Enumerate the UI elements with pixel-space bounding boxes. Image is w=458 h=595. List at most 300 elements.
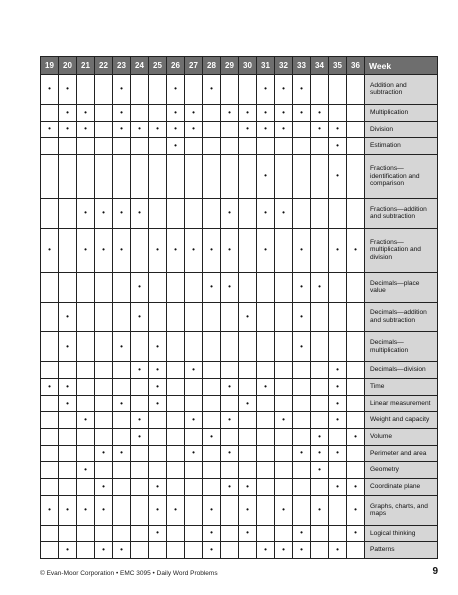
footer-credit: © Evan-Moor Corporation • EMC 3095 • Daily Word Problems [40,570,218,577]
week-cell [347,412,365,429]
week-cell [275,445,293,462]
week-cell [77,75,95,105]
week-cell [95,445,113,462]
week-cell [221,429,239,446]
week-cell [59,75,77,105]
topic-label: Linear measurement [365,395,438,412]
week-cell [149,154,167,198]
week-cell [59,104,77,121]
week-cell [113,104,131,121]
week-cell [149,445,167,462]
dot-marker: • [102,481,105,491]
dot-marker: • [246,124,249,134]
dot-marker: • [84,505,87,515]
week-cell [221,154,239,198]
week-cell [131,525,149,542]
week-cell [77,272,95,302]
week-cell [185,228,203,272]
dot-marker: • [228,381,231,391]
dot-marker: • [120,398,123,408]
week-number-header: 22 [95,57,113,75]
week-cell [221,525,239,542]
week-cell [41,75,59,105]
week-cell [239,445,257,462]
dot-marker: • [354,481,357,491]
dot-marker: • [120,341,123,351]
week-number-header: 31 [257,57,275,75]
week-cell [311,104,329,121]
week-cell [185,121,203,138]
week-cell [221,542,239,559]
week-cell [257,379,275,396]
table-header [41,57,438,75]
week-cell [221,362,239,379]
week-cell [329,302,347,332]
week-cell [95,198,113,228]
dot-marker: • [264,124,267,134]
table-row [41,272,438,302]
week-cell [41,525,59,542]
week-cell [221,302,239,332]
week-cell [149,121,167,138]
dot-marker: • [264,208,267,218]
week-cell [131,75,149,105]
week-cell [257,104,275,121]
week-cell [329,478,347,495]
week-cell [329,228,347,272]
week-number-header: 24 [131,57,149,75]
week-cell [113,272,131,302]
week-cell [113,429,131,446]
week-cell [77,121,95,138]
week-cell [275,302,293,332]
week-cell [185,429,203,446]
topic-label: Time [365,379,438,396]
week-cell [95,75,113,105]
week-cell [311,429,329,446]
week-cell [311,154,329,198]
week-cell [239,138,257,155]
topic-label: Addition and subtraction [365,75,438,105]
dot-marker: • [318,431,321,441]
week-cell [95,104,113,121]
week-cell [203,228,221,272]
table-row [41,362,438,379]
week-cell [293,272,311,302]
dot-marker: • [48,381,51,391]
week-cell [59,429,77,446]
week-cell [59,302,77,332]
week-cell [311,302,329,332]
week-cell [131,104,149,121]
dot-marker: • [66,107,69,117]
week-cell [239,462,257,479]
dot-marker: • [210,245,213,255]
dot-marker: • [318,448,321,458]
week-cell [257,121,275,138]
dot-marker: • [336,545,339,555]
table-row [41,104,438,121]
week-number-header: 30 [239,57,257,75]
week-cell [293,104,311,121]
dot-marker: • [156,505,159,515]
week-cell [311,121,329,138]
dot-marker: • [138,415,141,425]
week-cell [113,525,131,542]
topic-label: Fractions—addition and subtraction [365,198,438,228]
week-cell [59,332,77,362]
week-cell [131,478,149,495]
week-cell [167,228,185,272]
dot-marker: • [102,545,105,555]
dot-marker: • [336,448,339,458]
week-cell [131,495,149,525]
dot-marker: • [138,365,141,375]
week-cell [239,198,257,228]
week-cell [293,332,311,362]
week-cell [113,495,131,525]
week-cell [95,272,113,302]
week-cell [131,272,149,302]
dot-marker: • [102,505,105,515]
dot-marker: • [246,528,249,538]
week-cell [275,395,293,412]
week-cell [329,412,347,429]
dot-marker: • [192,415,195,425]
week-cell [95,542,113,559]
table-row [41,445,438,462]
topic-label: Patterns [365,542,438,559]
week-cell [293,429,311,446]
dot-marker: • [210,84,213,94]
week-cell [275,154,293,198]
table-row [41,332,438,362]
dot-marker: • [336,245,339,255]
week-cell [95,395,113,412]
week-cell [131,138,149,155]
week-cell [41,228,59,272]
week-cell [329,362,347,379]
week-cell [275,379,293,396]
dot-marker: • [84,107,87,117]
week-cell [203,332,221,362]
topic-label: Estimation [365,138,438,155]
week-cell [293,228,311,272]
week-cell [59,478,77,495]
week-cell [185,412,203,429]
week-cell [293,121,311,138]
week-cell [347,272,365,302]
week-cell [41,121,59,138]
week-cell [347,395,365,412]
week-cell [239,332,257,362]
week-cell [59,495,77,525]
week-cell [113,362,131,379]
dot-marker: • [156,481,159,491]
dot-marker: • [336,481,339,491]
week-cell [131,542,149,559]
topic-label: Decimals—addition and subtraction [365,302,438,332]
dot-marker: • [300,107,303,117]
week-cell [239,154,257,198]
week-cell [257,495,275,525]
week-cell [95,302,113,332]
week-number-header: 20 [59,57,77,75]
dot-marker: • [246,398,249,408]
week-cell [167,138,185,155]
week-cell [185,138,203,155]
week-number-header: 35 [329,57,347,75]
week-cell [185,495,203,525]
week-cell [167,154,185,198]
week-cell [239,121,257,138]
dot-marker: • [192,124,195,134]
week-cell [95,154,113,198]
dot-marker: • [282,107,285,117]
week-cell [203,362,221,379]
week-cell [347,462,365,479]
week-cell [275,495,293,525]
dot-marker: • [120,107,123,117]
week-cell [221,104,239,121]
dot-marker: • [246,107,249,117]
topic-label: Multiplication [365,104,438,121]
table-row [41,228,438,272]
week-cell [77,198,95,228]
week-cell [347,478,365,495]
dot-marker: • [264,84,267,94]
week-cell [131,429,149,446]
week-cell [149,429,167,446]
week-cell [347,525,365,542]
dot-marker: • [174,245,177,255]
week-cell [257,75,275,105]
dot-marker: • [336,171,339,181]
dot-marker: • [246,505,249,515]
week-cell [167,525,185,542]
week-cell [221,198,239,228]
week-cell [275,121,293,138]
week-cell [95,429,113,446]
week-cell [257,138,275,155]
week-cell [257,395,275,412]
dot-marker: • [84,124,87,134]
week-cell [293,542,311,559]
week-cell [77,228,95,272]
week-cell [239,75,257,105]
dot-marker: • [210,528,213,538]
dot-marker: • [156,245,159,255]
week-cell [149,332,167,362]
week-cell [239,395,257,412]
week-cell [257,445,275,462]
dot-marker: • [282,505,285,515]
week-cell [185,525,203,542]
week-cell [311,525,329,542]
week-cell [257,429,275,446]
week-cell [257,154,275,198]
week-cell [41,198,59,228]
week-cell [59,445,77,462]
dot-marker: • [246,481,249,491]
week-cell [167,121,185,138]
week-cell [311,332,329,362]
week-cell [311,412,329,429]
week-cell [95,121,113,138]
week-cell [167,445,185,462]
week-cell [185,379,203,396]
week-cell [41,138,59,155]
week-cell [77,525,95,542]
week-cell [293,362,311,379]
dot-marker: • [48,245,51,255]
week-cell [185,478,203,495]
dot-marker: • [318,505,321,515]
week-cell [221,379,239,396]
dot-marker: • [156,398,159,408]
week-cell [347,542,365,559]
topic-label: Geometry [365,462,438,479]
week-number-header: 26 [167,57,185,75]
week-number-header: 32 [275,57,293,75]
week-cell [131,228,149,272]
dot-marker: • [138,124,141,134]
table-row [41,525,438,542]
week-cell [311,228,329,272]
week-cell [329,154,347,198]
week-cell [275,429,293,446]
dot-marker: • [300,312,303,322]
week-cell [59,154,77,198]
dot-marker: • [192,245,195,255]
week-cell [95,462,113,479]
week-cell [329,495,347,525]
week-cell [311,478,329,495]
week-cell [203,198,221,228]
dot-marker: • [228,245,231,255]
week-cell [149,379,167,396]
topic-label: Fractions—identification and comparison [365,154,438,198]
week-cell [95,362,113,379]
week-cell [275,75,293,105]
dot-marker: • [318,282,321,292]
table-row [41,302,438,332]
week-cell [275,412,293,429]
week-cell [203,379,221,396]
week-cell [329,462,347,479]
week-cell [293,525,311,542]
week-cell [347,104,365,121]
topic-label: Weight and capacity [365,412,438,429]
week-cell [203,302,221,332]
dot-marker: • [48,84,51,94]
week-cell [41,362,59,379]
dot-marker: • [102,245,105,255]
week-cell [239,379,257,396]
dot-marker: • [336,141,339,151]
dot-marker: • [102,448,105,458]
week-cell [185,445,203,462]
table-row [41,478,438,495]
dot-marker: • [282,124,285,134]
dot-marker: • [84,208,87,218]
week-cell [239,272,257,302]
week-cell [131,198,149,228]
week-cell [185,302,203,332]
week-cell [275,198,293,228]
dot-marker: • [336,398,339,408]
dot-marker: • [228,448,231,458]
week-cell [167,198,185,228]
week-cell [131,445,149,462]
week-number-header: 19 [41,57,59,75]
week-cell [347,75,365,105]
week-cell [41,332,59,362]
week-cell [41,272,59,302]
week-cell [77,302,95,332]
week-cell [203,121,221,138]
dot-marker: • [120,84,123,94]
week-cell [257,362,275,379]
week-cell [167,75,185,105]
week-number-header: 33 [293,57,311,75]
dot-marker: • [66,124,69,134]
week-cell [257,462,275,479]
table-row [41,154,438,198]
dot-marker: • [300,528,303,538]
week-cell [275,228,293,272]
skills-week-table [40,56,438,559]
week-cell [131,379,149,396]
week-cell [239,104,257,121]
week-cell [239,302,257,332]
week-cell [185,462,203,479]
dot-marker: • [300,448,303,458]
week-cell [167,395,185,412]
table-row [41,462,438,479]
week-cell [275,332,293,362]
week-cell [275,542,293,559]
week-cell [41,104,59,121]
week-number-header: 36 [347,57,365,75]
week-cell [293,75,311,105]
week-cell [77,462,95,479]
week-cell [347,332,365,362]
week-cell [149,495,167,525]
dot-marker: • [282,415,285,425]
week-cell [59,138,77,155]
dot-marker: • [192,107,195,117]
week-cell [131,302,149,332]
week-cell [329,198,347,228]
dot-marker: • [192,365,195,375]
dot-marker: • [174,141,177,151]
week-cell [41,412,59,429]
week-cell [131,462,149,479]
dot-marker: • [156,381,159,391]
dot-marker: • [174,107,177,117]
dot-marker: • [48,124,51,134]
week-cell [203,75,221,105]
week-cell [275,462,293,479]
dot-marker: • [354,431,357,441]
dot-marker: • [300,545,303,555]
week-cell [329,525,347,542]
week-cell [239,542,257,559]
topic-label: Decimals—place value [365,272,438,302]
week-cell [239,228,257,272]
week-label-header: Week [365,57,438,75]
